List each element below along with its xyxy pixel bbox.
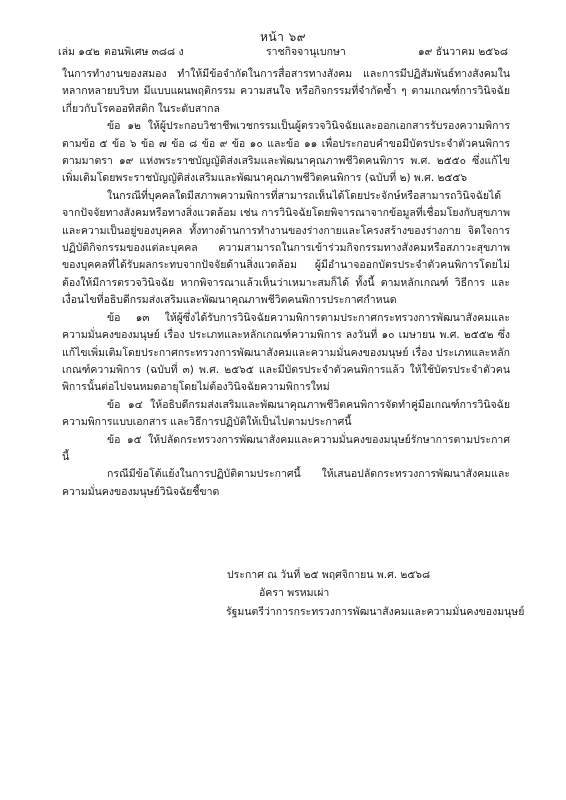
publication-date: ๑๙ ธันวาคม ๒๕๖๘ bbox=[418, 46, 508, 58]
volume-label: เล่ม ๑๔๒ bbox=[58, 46, 100, 58]
paragraph-article-14: ข้อ ๑๔ ให้อธิบดีกรมส่งเสริมและพัฒนาคุณภาพชีวิตคนพิการจัดทำคู่มือเกณฑ์การวินิจฉัยความพิการแบบเอกสาร และวิธีการปฏิบัติให้เป็นไปตามประกาศนี้ bbox=[62, 398, 510, 429]
paragraph-article-12-cont: ในกรณีที่บุคคลใดมีสภาพความพิการที่สามารถเห็นได้โดยประจักษ์หรือสามารถวินิจฉัยได้จากปัจจัยทางสังคมหรือทางสิ่งแวดล้อม เช่น การวินิจฉัยโดยพิจารณาจากข้อมูลที่เชื่อมโยงกับสุขภาพและความเป็นอยู่ของบุคคล ทั้งทางด้านการทำงานของร่างกายและโครงสร้างของร่างกาย จิตใจการปฏิบัติกิจกรรมของแต่ละบุคคล ความสามารถในการเข้าร่วมกิจกรรมทางสังคมหรือสภาวะสุขภาพของบุคคลที่ได้รับผลกระทบจากปัจจัยด้านสิ่งแวดล้อม ผู้มีอำนาจออกบัตรประจำตัวคนพิการโดยไม่ต้องให้มีการตรวจวินิจฉัย หากพิจารณาแล้วเห็นว่าเหมาะสมก็ได้ ทั้งนี้ ตามหลักเกณฑ์ วิธีการ และเงื่อนไขที่อธิบดีกรมส่งเสริมและพัฒนาคุณภาพชีวิตคนพิการประกาศกำหนด bbox=[62, 189, 510, 307]
paragraph-article-15: ข้อ ๑๕ ให้ปลัดกระทรวงการพัฒนาสังคมและความมั่นคงของมนุษย์รักษาการตามประกาศนี้ bbox=[62, 433, 510, 463]
page-number: หน้า ๖๙ bbox=[259, 30, 307, 44]
signatory-title: รัฐมนตรีว่าการกระทรวงการพัฒนาสังคมและความมั่นคงของมนุษย์ bbox=[226, 606, 525, 618]
paragraph-article-13: ข้อ ๑๓ ให้ผู้ซึ่งได้รับการวินิจฉัยความพิการตามประกาศกระทรวงการพัฒนาสังคมและความมั่นคงของมนุษย์ เรื่อง ประเภทและหลักเกณฑ์ความพิการ ลงวันที่ ๑๐ เมษายน พ.ศ. ๒๕๕๒ ซึ่งแก้ไขเพิ่มเติมโดยประกาศกระทรวงการพัฒนาสังคมและความมั่นคงของมนุษย์ เรื่อง ประเภทและหลักเกณฑ์ความพิการ (ฉบับที่ ๓) พ.ศ. ๒๕๖๕ และมีบัตรประจำตัวคนพิการแล้ว ให้ใช้บัตรประจำตัวคนพิการนั้นต่อไปจนหมดอายุโดยไม่ต้องวินิจฉัยความพิการใหม่ bbox=[62, 311, 510, 394]
section-label: ตอนพิเศษ ๓๘๘ ง bbox=[104, 46, 184, 58]
gazette-name: ราชกิจจานุเบกษา bbox=[266, 46, 346, 58]
announcement-date: ประกาศ ณ วันที่ ๒๕ พฤศจิกายน พ.ศ. ๒๕๖๘ bbox=[227, 569, 431, 581]
gazette-header bbox=[58, 43, 508, 59]
signatory-name: อัครา พรหมเผ่า bbox=[259, 587, 330, 599]
paragraph-continuation: ในการทำงานของสมอง ทำให้มีข้อจำกัดในการสื่อสารทางสังคม และการมีปฏิสัมพันธ์ทางสังคมในหลากหลายบริบท มีแบบแผนพฤติกรรม ความสนใจ หรือกิจกรรมที่จำกัดซ้ำ ๆ ตามเกณฑ์การวินิจฉัยเกี่ยวกับโรคออทิสติก ในระดับสากล bbox=[62, 68, 510, 115]
document-body bbox=[62, 66, 510, 501]
paragraph-article-12: ข้อ ๑๒ ให้ผู้ประกอบวิชาชีพเวชกรรมเป็นผู้ตรวจวินิจฉัยและออกเอกสารรับรองความพิการตามข้อ ๕ ข้อ ๖ ข้อ ๗ ข้อ ๘ ข้อ ๙ ข้อ ๑๐ และข้อ ๑๑ เพื่อประกอบคำขอมีบัตรประจำตัวคนพิการตามมาตรา ๑๙ แห่งพระราชบัญญัติส่งเสริมและพัฒนาคุณภาพชีวิตคนพิการ พ.ศ. ๒๕๕๐ ซึ่งแก้ไขเพิ่มเติมโดยพระราชบัญญัติส่งเสริมและพัฒนาคุณภาพชีวิตคนพิการ (ฉบับที่ ๒) พ.ศ. ๒๕๕๖ bbox=[62, 120, 510, 185]
paragraph-dispute: กรณีมีข้อโต้แย้งในการปฏิบัติตามประกาศนี้ ให้เสนอปลัดกระทรวงการพัฒนาสังคมและความมั่นคงของมนุษย์วินิจฉัยชี้ขาด bbox=[62, 468, 510, 498]
